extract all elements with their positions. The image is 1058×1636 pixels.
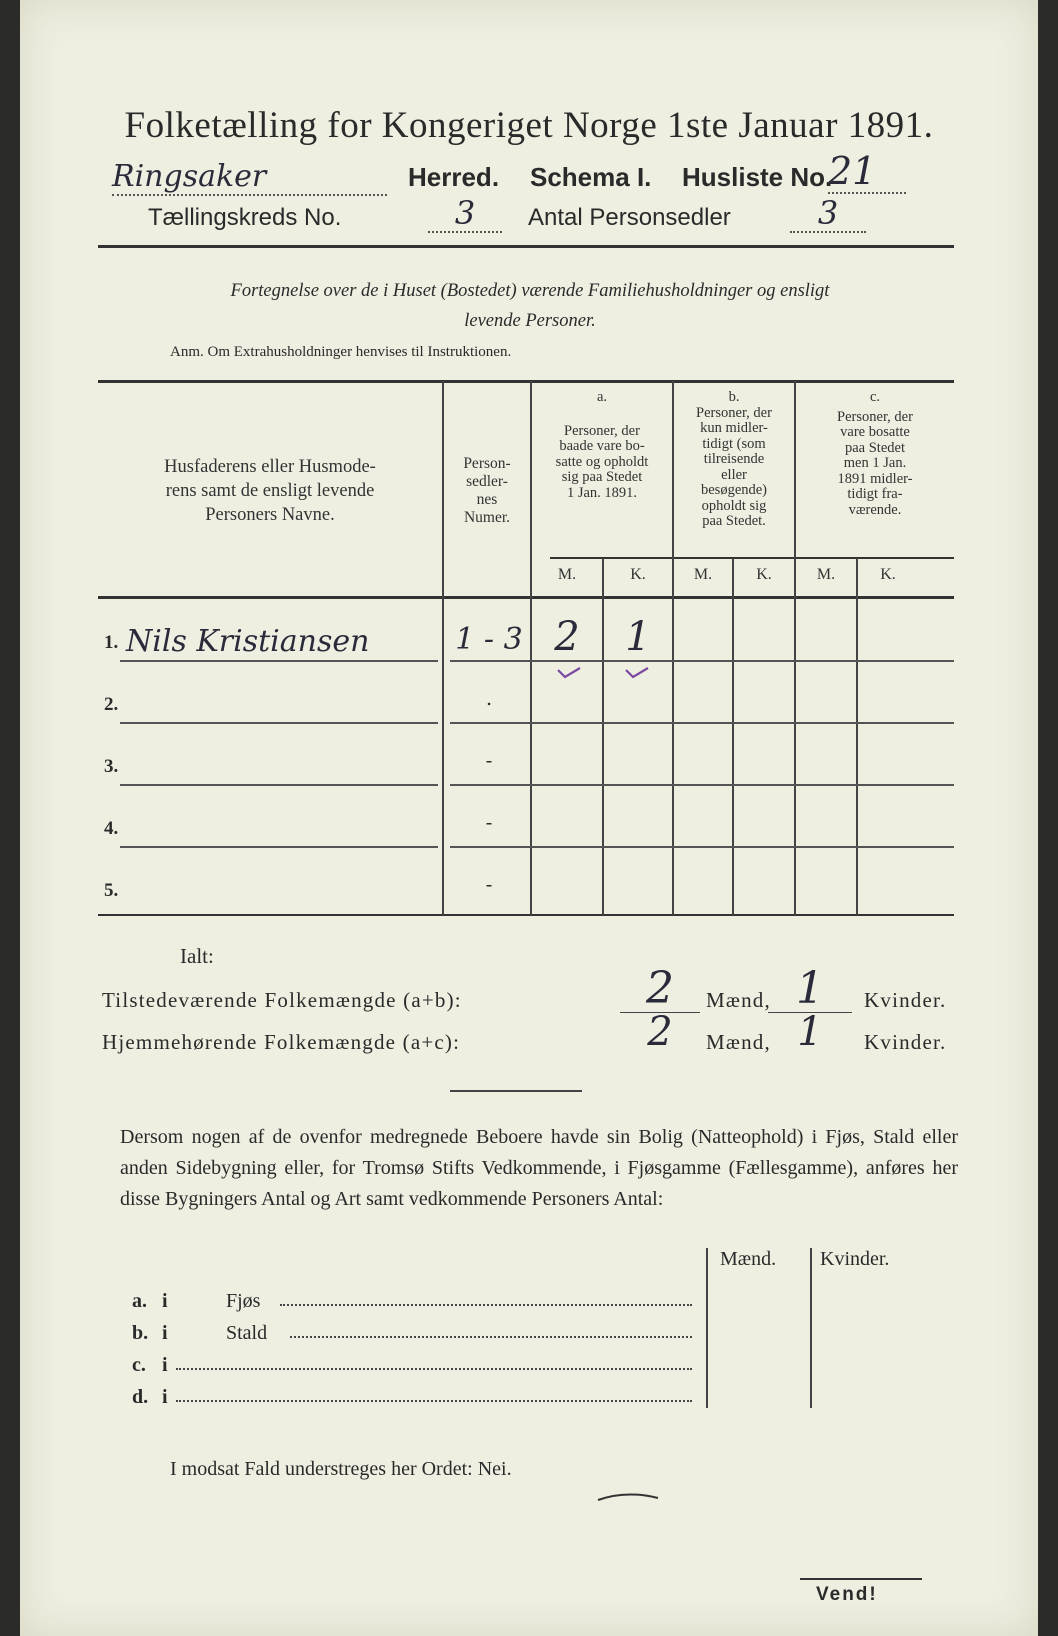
row-number: 1.: [104, 632, 119, 653]
instructions-paragraph: Dersom nogen af de ovenfor medregnede Beboere havde sin Bolig (Natteophold) i Fjøs, Stald eller anden Sidebygning eller, for Tromsø Stifts Vedkommende, i Fjøsgamme (Fællesgamme), anføres her disse Bygningers Antal og Art samt vedkommende Personers Antal:: [120, 1126, 958, 1210]
checkmark-icon: [556, 666, 582, 680]
building-i: i: [162, 1322, 168, 1344]
schema-label: Schema I.: [530, 162, 652, 192]
tilstede-maend: Mænd,: [706, 988, 771, 1012]
dotted-leader: [176, 1368, 692, 1370]
col-a-letter: a.: [596, 389, 608, 405]
col-b-line: tidigt (som: [702, 435, 766, 452]
vend-rule: [800, 1578, 922, 1580]
row-rule: [450, 722, 954, 724]
col-b-line: tilreisende: [703, 451, 765, 467]
building-letter: a.: [132, 1290, 147, 1312]
ialt-label: Ialt:: [180, 944, 214, 968]
building-label: Fjøs: [226, 1290, 261, 1312]
a-m-label: M.: [557, 566, 577, 583]
building-label: Stald: [226, 1322, 268, 1344]
col-divider: [732, 558, 734, 915]
tilstede-label: Tilstedeværende Folkemængde (a+b):: [102, 988, 462, 1012]
row-rule: [120, 722, 438, 724]
modsat-text: I modsat Fald understreges her Ordet: Nei.: [170, 1458, 512, 1480]
col-divider: [602, 558, 604, 915]
row-number: 4.: [104, 818, 119, 839]
husliste-label: Husliste No.: [682, 162, 833, 192]
b-k-label: K.: [756, 566, 772, 583]
c-m-label: M.: [816, 566, 836, 583]
col-c-line: værende.: [848, 501, 902, 518]
tilstede-kvinder: Kvinder.: [864, 988, 947, 1012]
row-persnum: .: [485, 686, 493, 710]
intro-text: [100, 276, 960, 336]
row-number: 3.: [104, 756, 119, 777]
antal-value: 3: [790, 195, 866, 233]
col-name-heading: [100, 455, 440, 527]
b-m-label: M.: [693, 566, 713, 583]
col-num-line: Numer.: [463, 509, 511, 526]
row-persnum: -: [485, 748, 493, 772]
col-a-heading: [532, 390, 672, 501]
row-rule: [450, 846, 954, 848]
col-c-line: 1891 midler-: [837, 470, 913, 487]
col-b-line: kun midler-: [700, 420, 768, 436]
col-num-line: sedler-: [466, 473, 508, 490]
building-row-d: [132, 1386, 692, 1410]
dotted-leader: [176, 1400, 692, 1402]
col-c-heading: [796, 390, 954, 518]
census-form: [20, 0, 1038, 1636]
row-rule: [450, 784, 954, 786]
row-persnum: 1 - 3: [455, 622, 523, 657]
col-a-line: baade vare bo-: [559, 438, 645, 454]
building-i: i: [162, 1354, 168, 1376]
col-b-line: Personer, der: [696, 404, 772, 421]
herred-value: Ringsaker: [112, 160, 387, 196]
col-a-line: satte og opholdt: [555, 453, 649, 470]
husliste-value: 21: [828, 150, 906, 194]
col-b-letter: b.: [728, 389, 740, 405]
col-c-letter: c.: [869, 389, 881, 405]
row-rule: [450, 660, 954, 662]
row-rule: [120, 784, 438, 786]
building-row-c: [132, 1354, 692, 1378]
table-top-rule: [98, 380, 954, 383]
col-a-line: sig paa Stedet: [561, 469, 643, 485]
col-name-line: rens samt de ensligt levende: [165, 481, 375, 501]
dotted-leader: [290, 1336, 692, 1338]
col-b-line: opholdt sig: [701, 497, 767, 514]
row-number: 2.: [104, 694, 119, 715]
maend-heading: Mænd.: [720, 1248, 777, 1270]
tilstede-m-value: 2: [620, 966, 700, 1013]
col-name-line: Husfaderens eller Husmode-: [164, 457, 376, 477]
building-i: i: [162, 1386, 168, 1408]
underline-mark: [596, 1490, 660, 1504]
hjemme-maend: Mænd,: [706, 1030, 771, 1054]
col-b-line: paa Stedet.: [702, 513, 766, 529]
col-name-line: Personers Navne.: [205, 505, 335, 525]
building-letter: b.: [132, 1322, 149, 1344]
kvinder-heading: Kvinder.: [820, 1248, 890, 1270]
table-bottom-rule: [98, 914, 954, 916]
building-row-stald: [132, 1322, 692, 1346]
col-b-line: eller: [721, 466, 747, 483]
intro-line-1: Fortegnelse over de i Huset (Bostedet) værende Familiehusholdninger og ensligt: [230, 281, 830, 301]
col-c-line: Personer, der: [837, 408, 913, 425]
col-divider: [706, 1248, 708, 1408]
col-c-line: vare bosatte: [840, 424, 910, 440]
mk-rule: [550, 557, 954, 559]
checkmark-icon: [624, 666, 650, 680]
c-k-label: K.: [880, 566, 896, 583]
row-rule: [120, 660, 438, 662]
antal-label: Antal Personsedler: [528, 204, 731, 231]
col-c-line: men 1 Jan.: [843, 455, 907, 471]
kreds-label: Tællingskreds No.: [148, 204, 342, 231]
row-a-m: 2: [554, 614, 580, 660]
hjemme-kvinder: Kvinder.: [864, 1030, 947, 1054]
col-c-line: tidigt fra-: [847, 486, 903, 502]
col-divider: [856, 558, 858, 915]
building-letter: d.: [132, 1386, 149, 1408]
dotted-leader: [280, 1304, 692, 1306]
building-letter: c.: [132, 1354, 146, 1376]
table-head-rule: [98, 596, 954, 599]
herred-label: Herred.: [408, 162, 500, 192]
tilstede-k-value: 1: [768, 966, 852, 1013]
form-title: Folketælling for Kongeriget Norge 1ste Januar 1891.: [124, 105, 934, 146]
col-num-line: nes: [476, 491, 498, 508]
intro-line-2: levende Personer.: [464, 311, 596, 331]
hjemme-k-value: 1: [797, 1009, 823, 1055]
col-num-heading: [444, 455, 530, 527]
building-i: i: [162, 1290, 168, 1312]
row-persnum: -: [485, 872, 493, 896]
hjemme-label: Hjemmehørende Folkemængde (a+c):: [102, 1030, 461, 1054]
header-rule: [98, 245, 954, 248]
building-row-fjos: [132, 1290, 692, 1314]
kreds-value: 3: [428, 195, 502, 233]
col-c-line: paa Stedet: [845, 439, 905, 456]
row-number: 5.: [104, 880, 119, 901]
col-b-heading: [674, 390, 794, 530]
row-a-k: 1: [625, 614, 651, 660]
col-a-line: Personer, der: [564, 422, 640, 439]
vend-label: Vend!: [816, 1584, 878, 1605]
a-k-label: K.: [630, 566, 646, 583]
col-a-line: 1 Jan. 1891.: [566, 484, 638, 501]
hjemme-m-value: 2: [647, 1009, 673, 1055]
separator-rule: [450, 1090, 582, 1092]
col-divider: [810, 1248, 812, 1408]
col-b-line: besøgende): [700, 482, 768, 498]
row-rule: [120, 846, 438, 848]
row-persnum: -: [485, 810, 493, 834]
anm-note: Anm. Om Extrahusholdninger henvises til Instruktionen.: [170, 344, 512, 360]
row-name: Nils Kristiansen: [126, 624, 370, 659]
col-num-line: Person-: [463, 455, 511, 472]
